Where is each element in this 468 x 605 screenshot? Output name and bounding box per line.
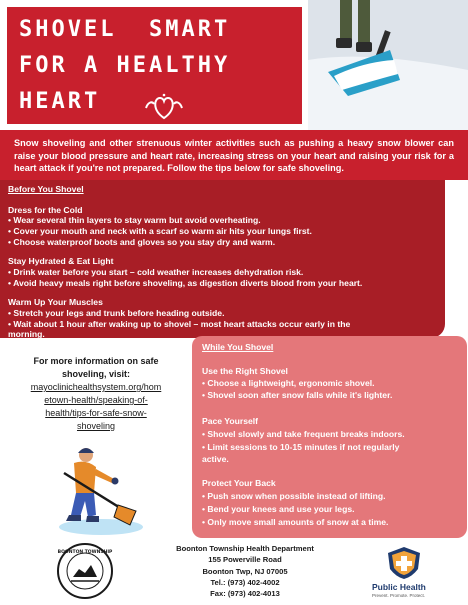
person-shoveling-illustration xyxy=(56,445,156,537)
bullet: • Limit sessions to 10-15 minutes if not regularly xyxy=(202,442,400,452)
public-health-logo xyxy=(384,545,424,581)
intro-text: Snow shoveling and other strenuous winter activities such as pushing a heavy snow blower can raise your blood pressure and heart rate, increasing stress on your heart and raising your risk for a heart attack if you're not prepared. Follow the tips below for safe shoveling. xyxy=(0,130,468,180)
fax: Fax: (973) 402-4013 xyxy=(210,589,280,599)
while-heading: While You Shovel xyxy=(202,342,274,352)
bullet: • Shovel slowly and take frequent breaks indoors. xyxy=(202,429,405,439)
bullet: • Cover your mouth and neck with a scarf so warm air hits your lungs first. xyxy=(8,226,312,236)
before-heading: Before You Shovel xyxy=(8,184,84,194)
phone: Tel.: (973) 402-4002 xyxy=(210,577,280,587)
info-lead-2: shoveling, visit: xyxy=(61,369,130,379)
section-title: Protect Your Back xyxy=(202,478,276,488)
more-info xyxy=(16,355,176,433)
bullet: • Avoid heavy meals right before shoveling, as digestion diverts blood from your heart. xyxy=(8,278,363,288)
bullet: • Choose a lightweight, ergonomic shovel. xyxy=(202,378,375,388)
bullet: • Shovel soon after snow falls while it's lighter. xyxy=(202,390,393,400)
while-you-shovel-panel xyxy=(192,336,467,538)
bullet: • Wait about 1 hour after waking up to shovel – most heart attacks occur early in the xyxy=(8,319,351,329)
title-banner xyxy=(7,7,302,124)
bullet: • Choose waterproof boots and gloves so you stay dry and warm. xyxy=(8,237,276,247)
section-title: Use the Right Shovel xyxy=(202,366,288,376)
bullet: • Drink water before you start – cold weather increases dehydration risk. xyxy=(8,267,304,277)
dept-name: Boonton Township Health Department xyxy=(176,544,314,553)
info-link[interactable] xyxy=(16,381,176,433)
link-line: shoveling xyxy=(76,421,116,431)
shoveling-photo xyxy=(308,0,468,130)
public-health-tagline: Prevent. Promote. Protect. xyxy=(372,593,426,598)
link-line: health/tips-for-safe-snow- xyxy=(45,408,147,418)
title-line-1: SHOVEL SMART xyxy=(19,17,231,42)
seal-text: BOONTON TOWNSHIP xyxy=(57,550,113,555)
bullet: • Only move small amounts of snow at a time. xyxy=(202,517,389,527)
bullet: • Wear several thin layers to stay warm but avoid overheating. xyxy=(8,215,261,225)
link-line: mayoclinichealthsystem.org/hom xyxy=(30,382,162,392)
section-title: Stay Hydrated & Eat Light xyxy=(8,256,114,266)
footer-address xyxy=(150,543,340,599)
section-title: Pace Yourself xyxy=(202,416,259,426)
link-line: etown-health/speaking-of- xyxy=(44,395,148,405)
bullet: • Bend your knees and use your legs. xyxy=(202,504,355,514)
section-title: Warm Up Your Muscles xyxy=(8,297,103,307)
section-title: Dress for the Cold xyxy=(8,205,83,215)
info-lead-1: For more information on safe xyxy=(33,356,159,366)
bullet: • Push snow when possible instead of lifting. xyxy=(202,491,386,501)
bullet: morning. xyxy=(8,329,45,339)
street: 155 Powerville Road xyxy=(208,555,282,565)
flexing-heart-icon xyxy=(142,92,186,120)
boonton-township-seal-logo xyxy=(57,543,113,599)
bullet: active. xyxy=(202,454,229,464)
title-line-2: FOR A HEALTHY xyxy=(19,53,231,78)
city: Boonton Twp, NJ 07005 xyxy=(202,566,288,576)
title-line-3: HEART xyxy=(19,89,101,114)
before-you-shovel-panel xyxy=(0,180,445,338)
bullet: • Stretch your legs and trunk before heading outside. xyxy=(8,308,225,318)
public-health-label: Public Health xyxy=(372,582,426,592)
